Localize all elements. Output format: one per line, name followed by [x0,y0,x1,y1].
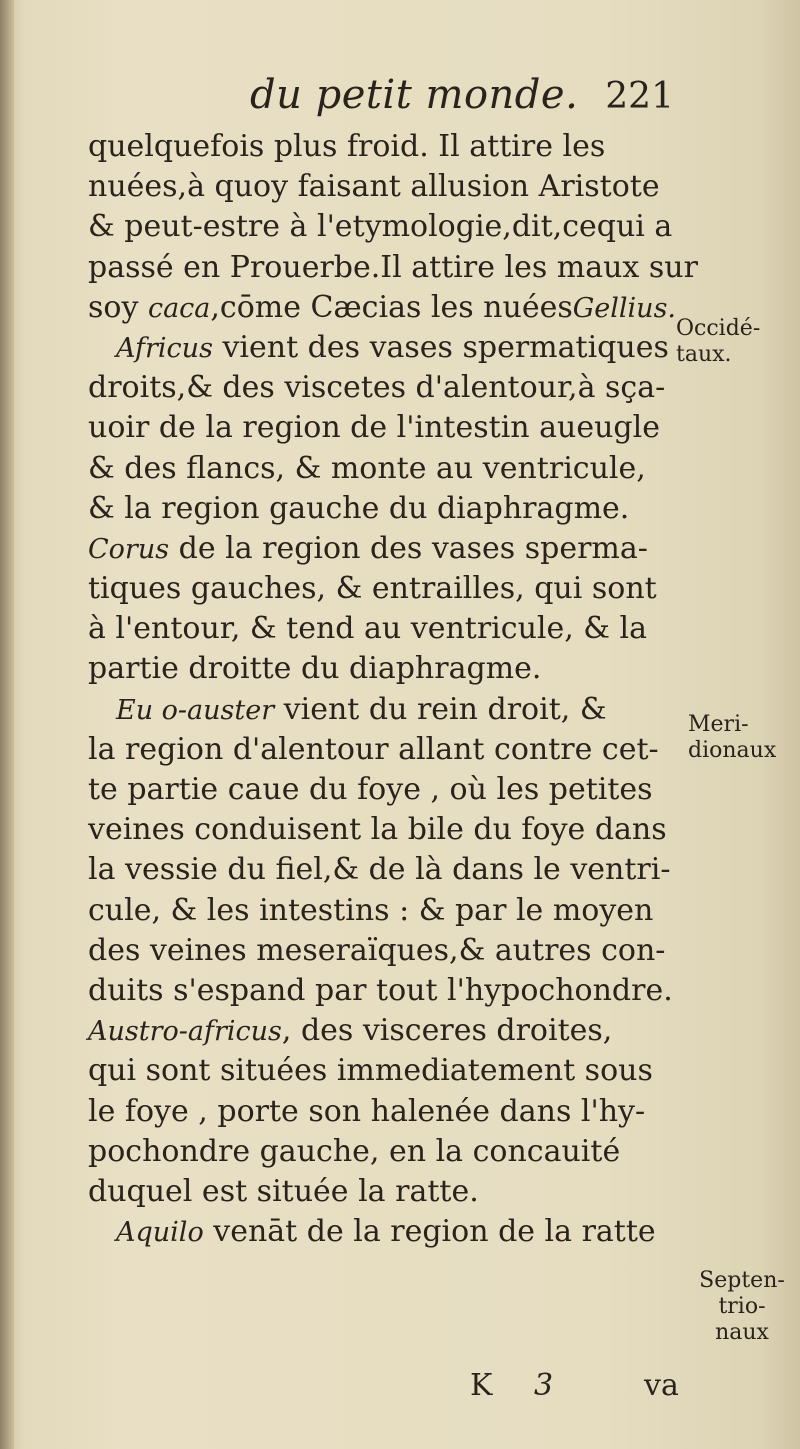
text-run: duquel est située la ratte. [88,1173,479,1209]
text-line [88,368,688,408]
margin-note-septentrionaux-text: Septen- trio- naux [699,1268,785,1345]
text-line [88,167,688,207]
text-line [88,207,688,247]
italic-term: Gellius. [572,292,677,324]
signature-mark: K [470,1368,493,1403]
text-line [88,248,698,288]
text-run: partie droitte du diaphragme. [88,651,542,687]
italic-term: Eu o-auster [116,694,275,726]
text-run: soy [88,289,148,325]
text-line [88,127,688,167]
text-run: des veines meseraïques,& autres con- [88,932,666,968]
text-run: cule, & les intestins : & par le moyen [88,892,654,928]
text-run: quelquefois plus froid. Il attire les [88,129,606,164]
text-line [88,609,688,649]
running-head [250,68,690,128]
margin-note-septentrionaux [692,1268,792,1346]
page-footer [88,1368,688,1408]
text-line [88,971,688,1011]
text-run: la vessie du fiel,& de là dans le ventri- [88,852,671,888]
text-run: le foye , porte son halenée dans l'hy- [88,1093,646,1129]
text-run: vient des vases spermatiques [212,329,669,365]
text-line [88,810,688,850]
text-run: pochondre gauche, en la concauité [88,1133,621,1169]
text-line [88,449,688,489]
signature-number: 3 [534,1368,554,1403]
italic-term: Aquilo [116,1217,204,1249]
text-line [88,1092,688,1132]
text-run: veines conduisent la bile du foye dans [88,812,667,848]
text-run: & peut-estre à l'etymologie,dit,cequi a [88,209,673,245]
text-run: te partie caue du foye , où les petites [88,772,653,807]
running-title: du petit monde. [250,72,579,118]
text-line [88,1212,688,1252]
text-run: vient du rein droit, & [274,691,607,727]
text-line [88,891,688,931]
text-run: qui sont situées immediatement sous [88,1053,653,1089]
text-line [88,770,688,810]
text-run: nuées,à quoy faisant allusion Aristote [88,169,660,205]
italic-term: Corus [88,533,170,565]
catchword: va [644,1368,679,1403]
text-run: venāt de la region de la ratte [203,1214,656,1250]
text-line [88,1172,688,1212]
text-run: à l'entour, & tend au ventricule, & la [88,611,648,647]
text-run: ,cōme Cæcias les nuées [210,289,573,325]
text-line [88,1132,688,1172]
italic-term: caca [147,292,211,324]
italic-term: Africus [116,332,213,364]
text-line [88,529,688,569]
margin-note-occidentaux [676,316,760,368]
text-line [88,649,688,689]
text-run: & la region gauche du diaphragme. [88,490,630,526]
text-run: droits,& des viscetes d'alentour,à sça- [88,370,666,406]
italic-term: Austro-africus [88,1016,282,1048]
margin-note-meridionaux [688,712,776,764]
text-line [88,850,688,890]
text-run: & des flancs, & monte au ventricule, [88,450,646,486]
margin-note-occidentaux-text: Occidé- taux. [676,316,761,367]
text-line [88,1051,688,1091]
text-run: , des visceres droites, [281,1013,613,1049]
text-run: de la region des vases sperma- [169,530,648,566]
margin-note-meridionaux-text: Meri- dionaux [688,712,777,763]
text-line [88,931,688,971]
text-line [88,569,688,609]
text-line [88,690,688,730]
body-text [88,127,698,1252]
text-line [88,1011,688,1051]
text-line [88,730,688,770]
text-line [88,288,688,328]
text-run: la region d'alentour allant contre cet- [88,731,659,767]
text-run: uoir de la region de l'intestin aueugle [88,410,660,446]
text-run: duits s'espand par tout l'hypochondre. [88,972,673,1008]
text-line [88,489,688,529]
text-line [88,328,688,368]
text-run: tiques gauches, & entrailles, qui sont [88,571,657,607]
page-number: 221 [605,76,674,117]
text-line [88,408,688,448]
text-run: passé en Prouerbe.Il attire les maux sur [88,249,698,285]
